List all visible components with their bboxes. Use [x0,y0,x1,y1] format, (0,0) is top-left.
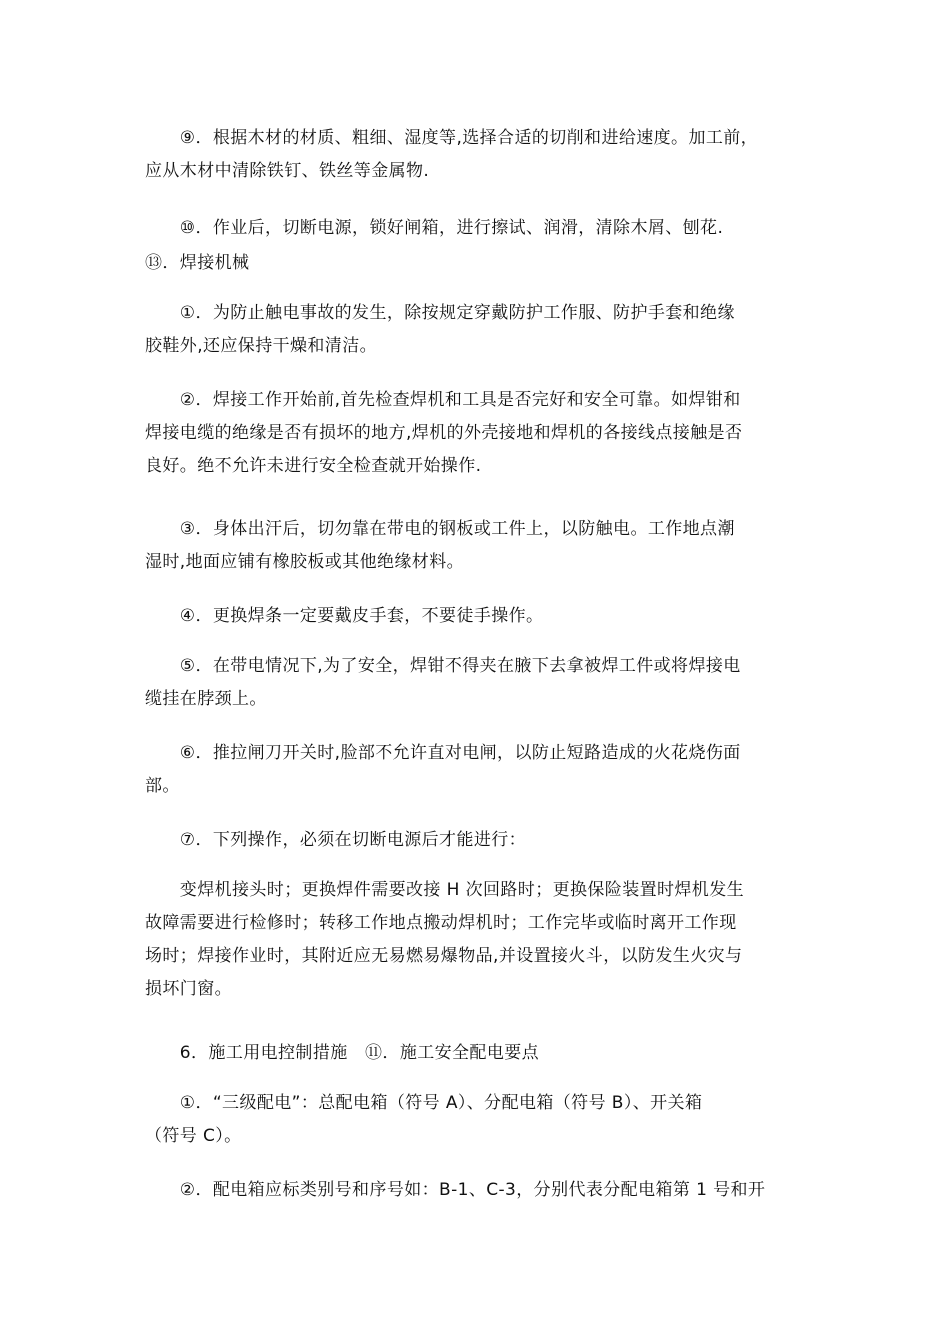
paragraph-item-4-electrode-gloves: ④．更换焊条一定要戴皮手套，不要徒手操作。 [145,606,544,626]
paragraph-item-6-knife-switch: ⑥．推拉闸刀开关时,脸部不允许直对电闸，以防止短路造成的火花烧伤面 部。 [145,743,741,796]
paragraph-item-1-three-level-power: ①．“三级配电”：总配电箱（符号 A）、分配电箱（符号 B）、开关箱 （符号 C）。 [145,1093,703,1146]
paragraph-item-2-box-labels: ②．配电箱应标类别号和序号如：B-1、C-3，分别代表分配电箱第 1 号和开 [145,1180,766,1200]
paragraph-item-2-safety-check: ②．焊接工作开始前,首先检查焊机和工具是否完好和安全可靠。如焊钳和 焊接电缆的绝缘是否有损坏的地方,焊机的外壳接地和焊机的各接线点接触是否 良好。绝不允许未进行安全检查就开始操作. [145,390,743,476]
paragraph-power-off-list: 变焊机接头时；更换焊件需要改接 H 次回路时；更换保险装置时焊机发生 故障需要进行检修时；转移工作地点搬动焊机时；工作完毕或临时离开工作现 场时；焊接作业时，其附近应无易燃易爆物品,并设置接火斗，以防发生火灾与 损坏门窗。 [145,880,744,999]
paragraph-item-10-after-work: ⑩．作业后，切断电源，锁好闸箱，进行擦试、润滑，清除木屑、刨花. [145,218,724,238]
paragraph-item-1-protective-gear: ①．为防止触电事故的发生，除按规定穿戴防护工作服、防护手套和绝缘 胶鞋外,还应保持干燥和清洁。 [145,303,735,356]
section-heading-electrical-control: 6．施工用电控制措施 ⑪．施工安全配电要点 [145,1043,540,1063]
section-heading-welding-machinery: ⑬．焊接机械 [145,253,250,273]
paragraph-item-9-wood-cutting: ⑨．根据木材的材质、粗细、湿度等,选择合适的切削和进给速度。加工前， 应从木材中清除铁钉、铁丝等金属物. [145,128,759,181]
paragraph-item-5-live-conditions: ⑤．在带电情况下,为了安全，焊钳不得夹在腋下去拿被焊工件或将焊接电 缆挂在脖颈上。 [145,656,741,709]
paragraph-item-7-power-off-ops: ⑦．下列操作，必须在切断电源后才能进行： [145,830,527,850]
paragraph-item-3-sweat-humidity: ③．身体出汗后，切勿靠在带电的钢板或工件上，以防触电。工作地点潮 湿时,地面应铺有橡胶板或其他绝缘材料。 [145,519,735,572]
